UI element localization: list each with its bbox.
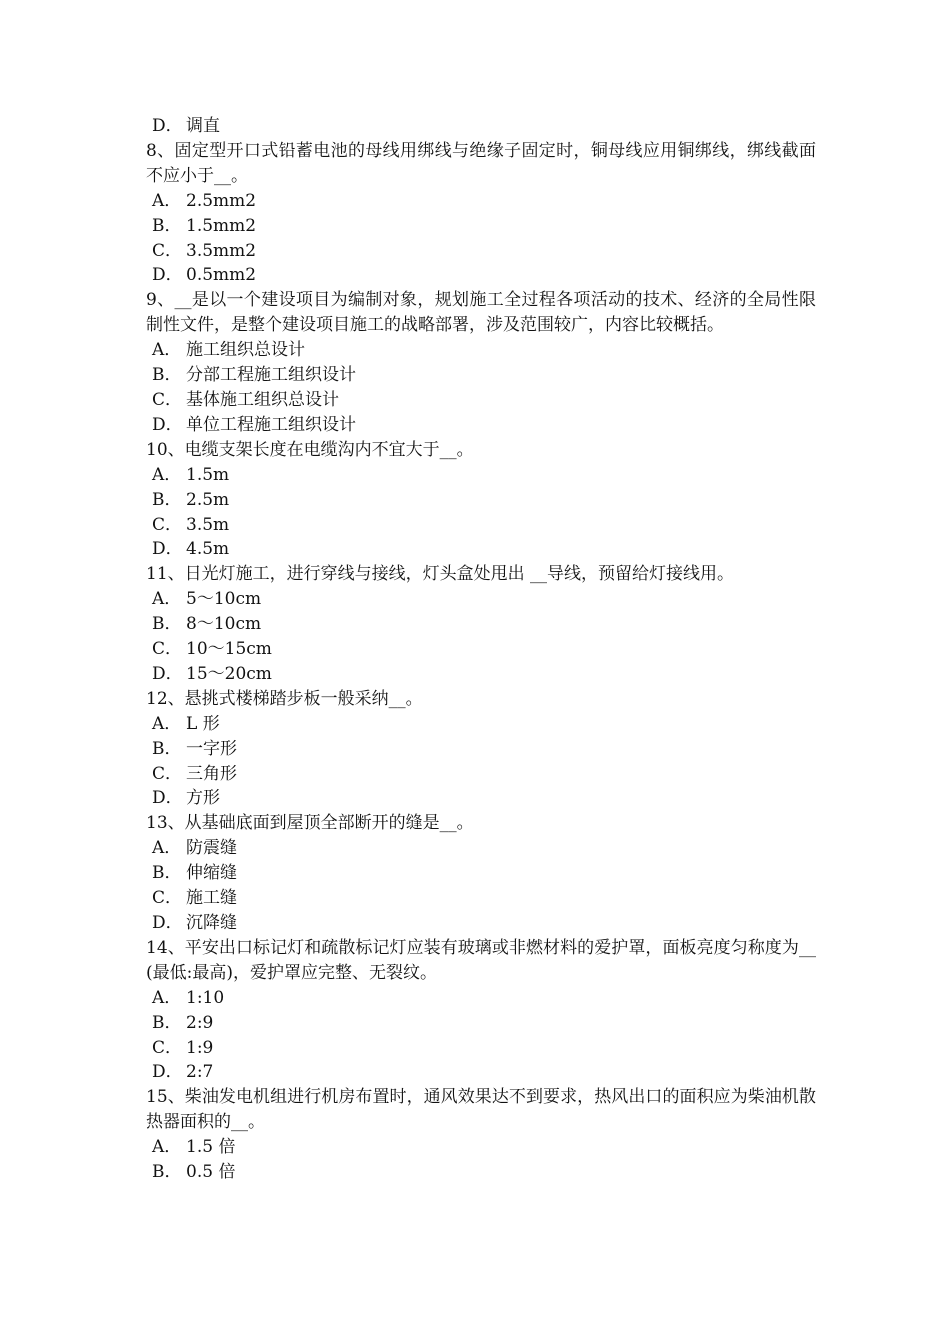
option-letter: D．: [152, 1062, 183, 1083]
question-text: 10、电缆支架长度在电缆沟内不宜大于__。: [146, 439, 474, 460]
option-text: 调直: [186, 116, 220, 136]
answer-option: [146, 388, 816, 413]
option-text: 2.5mm2: [186, 190, 257, 211]
option-letter: A．: [152, 340, 182, 361]
option-text: 防震缝: [186, 838, 237, 859]
option-letter: C．: [152, 888, 183, 909]
option-letter: D．: [152, 788, 183, 809]
answer-option: [146, 463, 816, 488]
answer-option: [146, 637, 816, 662]
question-text: 15、柴油发电机组进行机房布置时，通风效果达不到要求，热风出口的面积应为柴油机散热器面积的__。: [146, 1087, 816, 1133]
option-letter: D．: [152, 539, 183, 560]
option-text: 一字形: [186, 738, 237, 759]
answer-option: [146, 762, 816, 787]
option-letter: C．: [152, 763, 183, 784]
option-text: 1:9: [186, 1037, 214, 1058]
answer-option: [146, 513, 816, 538]
option-letter: C．: [152, 240, 183, 261]
answer-option: [146, 1036, 816, 1061]
answer-option: [146, 1135, 816, 1160]
question-text: 11、日光灯施工，进行穿线与接线，灯头盒处甩出 __导线，预留给灯接线用。: [146, 564, 735, 585]
answer-option: [146, 861, 816, 886]
answer-option: [146, 1011, 816, 1036]
question-text: 12、悬挑式楼梯踏步板一般采纳__。: [146, 688, 423, 709]
option-letter: B．: [152, 1012, 182, 1033]
option-text: 施工缝: [186, 888, 237, 909]
option-letter: A．: [152, 464, 182, 485]
option-letter: A．: [152, 589, 182, 610]
option-text: 伸缩缝: [186, 863, 237, 884]
option-text: L 形: [186, 713, 220, 734]
answer-option: [146, 587, 816, 612]
question-text: 13、从基础底面到屋顶全部断开的缝是__。: [146, 813, 474, 834]
option-letter: A．: [152, 190, 182, 211]
option-text: 3.5mm2: [186, 240, 257, 261]
option-letter: D．: [152, 265, 183, 286]
option-text: 沉降缝: [186, 913, 237, 933]
answer-option: [146, 239, 816, 264]
answer-option: [146, 737, 816, 762]
option-letter: A．: [152, 1137, 182, 1158]
answer-option: [146, 537, 816, 562]
answer-option: [146, 338, 816, 363]
answer-option: [146, 662, 816, 687]
option-text: 方形: [186, 788, 220, 809]
document-page: [146, 114, 816, 1185]
answer-option: [146, 488, 816, 513]
option-letter: A．: [152, 838, 182, 859]
option-letter: B．: [152, 863, 182, 884]
option-text: 4.5m: [186, 539, 230, 560]
option-text: 1:10: [186, 987, 225, 1008]
option-text: 0.5mm2: [186, 265, 257, 286]
answer-option: [146, 836, 816, 861]
answer-option: [146, 189, 816, 214]
option-text: 分部工程施工组织设计: [186, 365, 356, 386]
answer-option: [146, 413, 816, 438]
option-text: 8～10cm: [186, 614, 262, 635]
option-letter: C．: [152, 639, 183, 660]
option-text: 2:9: [186, 1012, 214, 1033]
option-letter: C．: [152, 1037, 183, 1058]
option-letter: C．: [152, 389, 183, 410]
option-letter: B．: [152, 489, 182, 510]
option-letter: B．: [152, 365, 182, 386]
option-letter: B．: [152, 614, 182, 635]
answer-option: [146, 786, 816, 811]
option-letter: D．: [152, 913, 183, 933]
option-letter: B．: [152, 1162, 182, 1183]
option-letter: B．: [152, 738, 182, 759]
question-text: 9、__是以一个建设项目为编制对象，规划施工全过程各项活动的技术、经济的全局性限制性文件，是整个建设项目施工的战略部署，涉及范围较广，内容比较概括。: [146, 290, 816, 336]
option-letter: D．: [152, 663, 183, 684]
answer-option: [146, 363, 816, 388]
question-text: 14、平安出口标记灯和疏散标记灯应装有玻璃或非燃材料的爱护罩，面板亮度匀称度为__(最低:最高)，爱护罩应完整、无裂纹。: [146, 937, 816, 983]
option-text: 1.5mm2: [186, 215, 257, 236]
answer-option: [146, 214, 816, 239]
option-letter: A．: [152, 713, 182, 734]
option-letter: C．: [152, 514, 183, 535]
option-text: 2.5m: [186, 489, 230, 510]
option-text: 10～15cm: [186, 639, 272, 660]
option-text: 1.5m: [186, 464, 230, 485]
answer-option: [146, 114, 816, 139]
option-text: 5～10cm: [186, 589, 262, 610]
option-text: 3.5m: [186, 514, 230, 535]
option-letter: B．: [152, 215, 182, 236]
option-letter: D．: [152, 414, 183, 435]
answer-option: [146, 263, 816, 288]
answer-option: [146, 1060, 816, 1085]
option-text: 15～20cm: [186, 663, 272, 684]
option-letter: D．: [152, 116, 183, 136]
option-text: 施工组织总设计: [186, 340, 305, 361]
question-text: 8、固定型开口式铅蓄电池的母线用绑线与绝缘子固定时，铜母线应用铜绑线，绑线截面不应小于__。: [146, 140, 816, 186]
option-text: 基体施工组织总设计: [186, 389, 339, 410]
option-text: 三角形: [186, 763, 237, 784]
answer-option: [146, 911, 816, 936]
answer-option: [146, 612, 816, 637]
answer-option: [146, 712, 816, 737]
answer-option: [146, 1160, 816, 1185]
option-text: 0.5 倍: [186, 1162, 236, 1183]
option-text: 1.5 倍: [186, 1137, 236, 1158]
option-text: 2:7: [186, 1062, 214, 1083]
answer-option: [146, 886, 816, 911]
option-letter: A．: [152, 987, 182, 1008]
answer-option: [146, 986, 816, 1011]
option-text: 单位工程施工组织设计: [186, 414, 356, 435]
